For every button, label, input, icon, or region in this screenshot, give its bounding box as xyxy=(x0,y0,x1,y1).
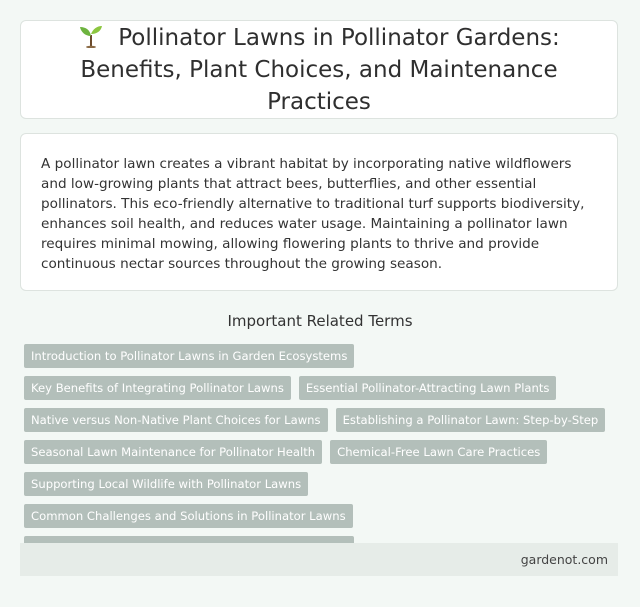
intro-paragraph: A pollinator lawn creates a vibrant habitat by incorporating native wildflowers and low-growing plants that attract bees, butterflies, and other essential pollinators. This eco-friendly alternative to traditional turf supports biodiversity, enhances soil health, and reduces water usage. Maintaining a pollinator lawn requires minimal mowing, allowing flowering plants to thrive and provide continuous nectar sources throughout the growing season. xyxy=(41,156,585,272)
related-term-tag[interactable]: Supporting Local Wildlife with Pollinator Lawns xyxy=(24,472,308,496)
related-term-tag[interactable]: Essential Pollinator-Attracting Lawn Plants xyxy=(299,376,557,400)
title-card xyxy=(20,20,618,119)
related-terms-list xyxy=(24,344,624,560)
footer xyxy=(20,543,618,576)
page-title xyxy=(29,22,609,118)
related-term-tag[interactable]: Introduction to Pollinator Lawns in Garden Ecosystems xyxy=(24,344,354,368)
sprout-icon xyxy=(78,24,104,48)
intro-card xyxy=(20,133,618,291)
related-term-tag[interactable]: Common Challenges and Solutions in Pollinator Lawns xyxy=(24,504,353,528)
related-term-tag[interactable]: Chemical-Free Lawn Care Practices xyxy=(330,440,547,464)
related-term-tag[interactable]: Native versus Non-Native Plant Choices for Lawns xyxy=(24,408,328,432)
related-term-tag[interactable]: Key Benefits of Integrating Pollinator Lawns xyxy=(24,376,291,400)
related-terms-heading: Important Related Terms xyxy=(227,312,413,330)
related-term-tag[interactable]: Seasonal Lawn Maintenance for Pollinator Health xyxy=(24,440,322,464)
footer-site-name: gardenot.com xyxy=(520,552,608,567)
page-title-text: Pollinator Lawns in Pollinator Gardens: Benefits, Plant Choices, and Maintenance Practices xyxy=(80,24,560,115)
related-term-tag[interactable]: Establishing a Pollinator Lawn: Step-by-Step xyxy=(336,408,606,432)
